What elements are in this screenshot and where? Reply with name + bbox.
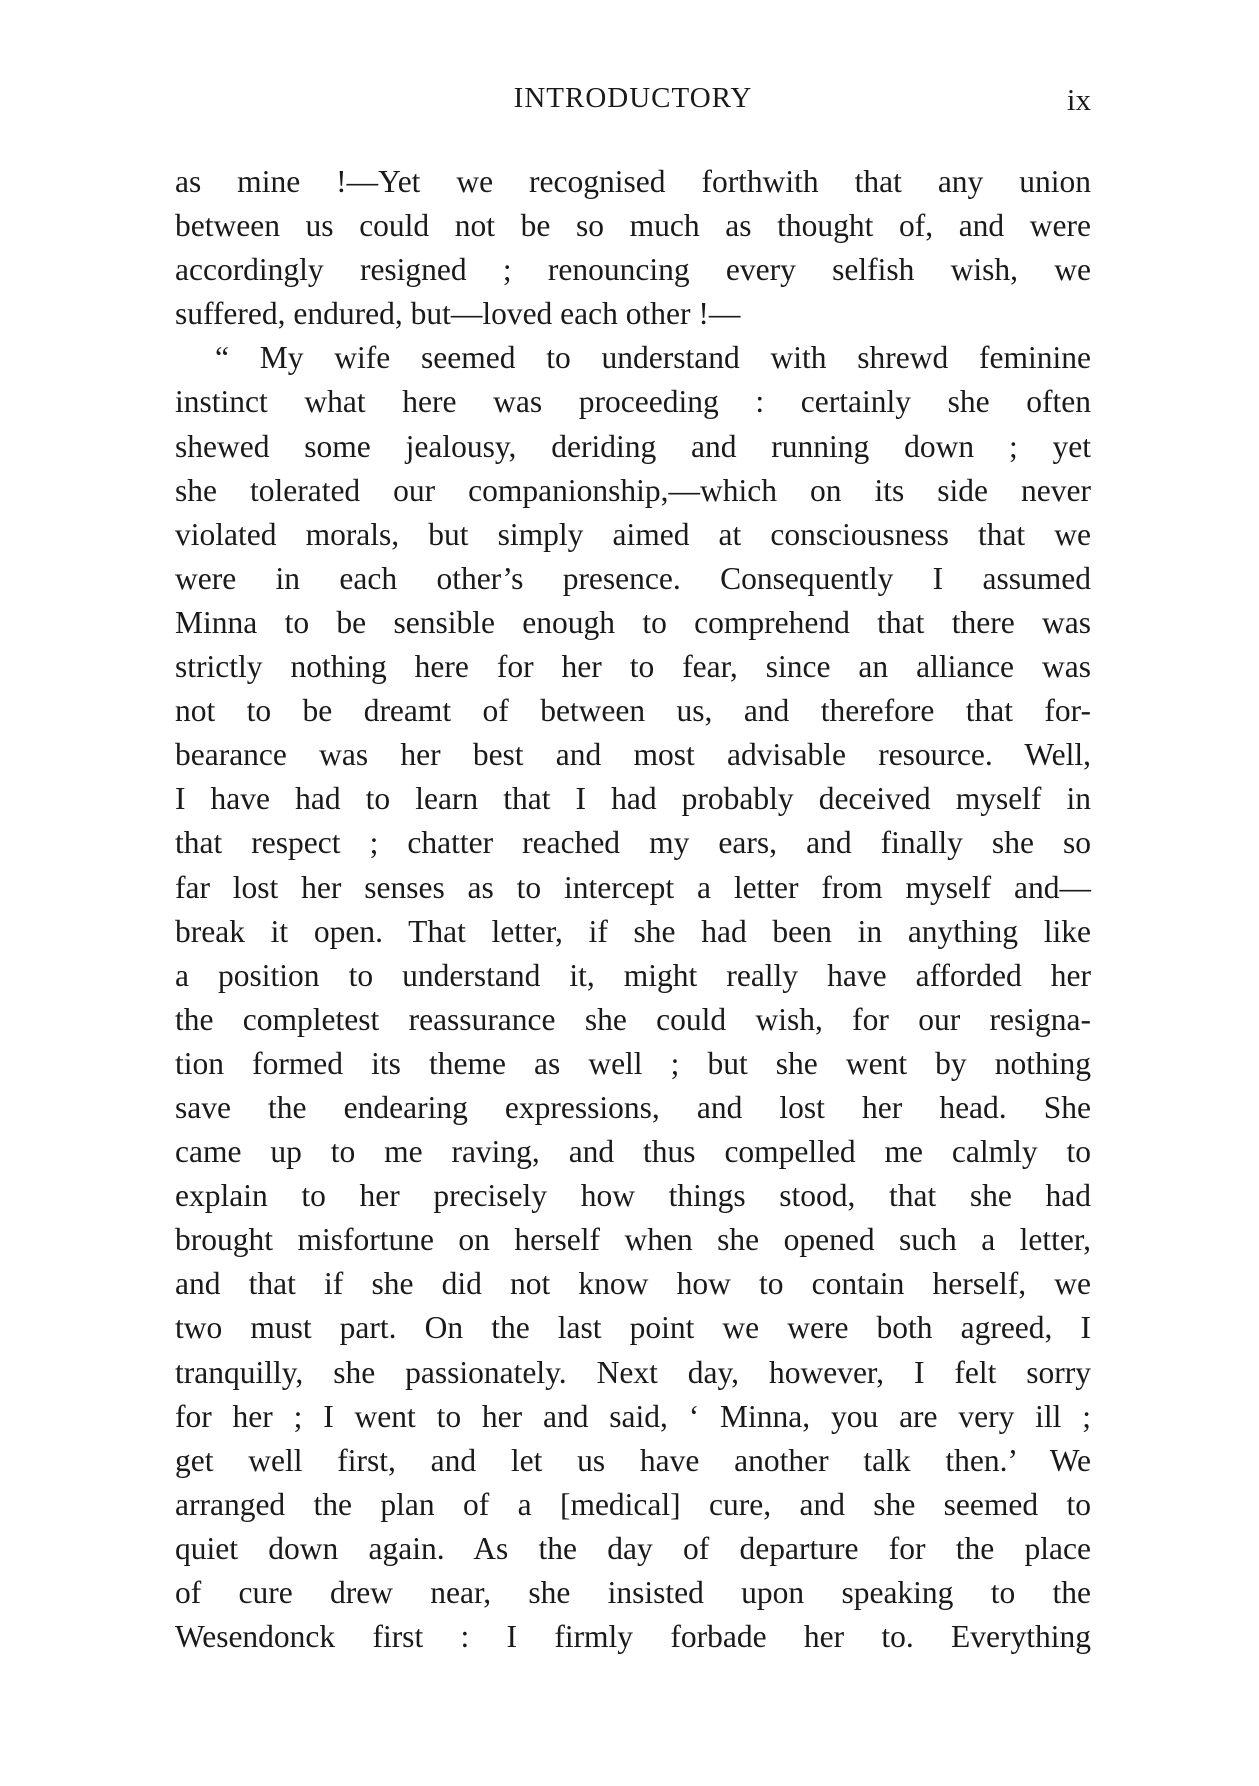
text-line: tion formed its theme as well ; but she went by nothing — [175, 1045, 1091, 1081]
text-line: came up to me raving, and thus compelled me calmly to — [175, 1134, 1091, 1170]
text-line: the completest reassurance she could wish, for our resigna- — [175, 1001, 1091, 1037]
text-line: as mine !—Yet we recognised forthwith that any union — [175, 164, 1091, 199]
text-line: bearance was her best and most advisable resource. Well, — [175, 737, 1091, 773]
page-number: ix — [1066, 82, 1091, 117]
text-line: arranged the plan of a [medical] cure, and she seemed to — [175, 1486, 1091, 1522]
text-line: accordingly resigned ; renouncing every selfish wish, we — [175, 252, 1091, 288]
text-line: of cure drew near, she insisted upon speaking to the — [175, 1575, 1091, 1610]
text-line: save the endearing expressions, and lost her head. She — [175, 1089, 1091, 1125]
text-line: “ My wife seemed to understand with shrewd feminine — [215, 340, 1091, 376]
text-line: far lost her senses as to intercept a letter from myself and— — [175, 869, 1091, 905]
text-line: explain to her precisely how things stood, that she had — [175, 1178, 1091, 1214]
text-line: tranquilly, she passionately. Next day, however, I felt sorry — [175, 1354, 1091, 1390]
text-line: and that if she did not know how to contain herself, we — [175, 1266, 1091, 1302]
text-line: two must part. On the last point we were both agreed, I — [175, 1310, 1091, 1346]
text-line: violated morals, but simply aimed at consciousness that we — [175, 516, 1091, 552]
running-head: INTRODUCTORY — [513, 82, 753, 114]
text-line: Wesendonck first : I firmly forbade her to. Everything — [175, 1619, 1091, 1655]
text-line: not to be dreamt of between us, and therefore that for- — [175, 693, 1091, 729]
body-text — [175, 160, 1091, 1659]
text-line: strictly nothing here for her to fear, since an alliance was — [175, 649, 1091, 685]
text-line: were in each other’s presence. Consequently I assumed — [175, 560, 1091, 596]
text-line: that respect ; chatter reached my ears, and finally she so — [175, 825, 1091, 861]
text-line: shewed some jealousy, deriding and running down ; yet — [175, 428, 1091, 464]
text-line: between us could not be so much as thought of, and were — [175, 208, 1091, 244]
text-line: instinct what here was proceeding : certainly she often — [175, 384, 1091, 420]
text-line: quiet down again. As the day of departure for the place — [175, 1530, 1091, 1566]
text-line: I have had to learn that I had probably deceived myself in — [175, 781, 1091, 817]
text-line: get well first, and let us have another talk then.’ We — [175, 1442, 1091, 1478]
page-header — [175, 82, 1091, 122]
text-line: for her ; I went to her and said, ‘ Minna, you are very ill ; — [175, 1398, 1091, 1434]
text-line: suffered, endured, but—loved each other !— — [175, 296, 741, 332]
text-line: Minna to be sensible enough to comprehend that there was — [175, 604, 1091, 640]
text-line: a position to understand it, might really have afforded her — [175, 957, 1091, 993]
text-line: break it open. That letter, if she had been in anything like — [175, 913, 1091, 949]
text-line: brought misfortune on herself when she opened such a letter, — [175, 1222, 1091, 1258]
text-line: she tolerated our companionship,—which on its side never — [175, 472, 1091, 508]
